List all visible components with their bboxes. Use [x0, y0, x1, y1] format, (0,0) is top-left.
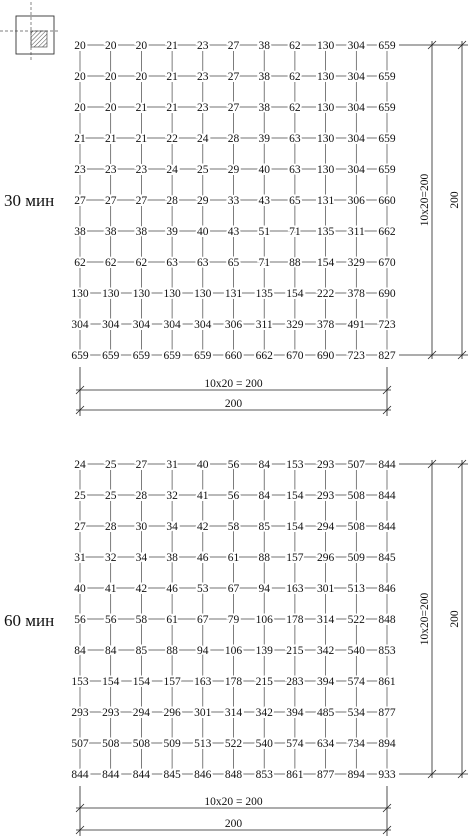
grid-value: 690 [378, 288, 396, 300]
grid-value: 659 [378, 133, 396, 145]
grid-value: 63 [197, 257, 209, 269]
grid-value: 723 [378, 319, 396, 331]
grid-value: 294 [316, 521, 335, 533]
grid-value: 21 [135, 102, 148, 114]
grid-value: 62 [289, 102, 301, 114]
vertical-dimension-outer: 200 [449, 191, 461, 209]
grid-value: 63 [289, 133, 301, 145]
grid-value: 62 [104, 257, 117, 269]
grid-value: 84 [258, 490, 270, 502]
grid-value: 329 [286, 319, 304, 331]
grid-value: 23 [197, 71, 209, 83]
grid-value: 894 [378, 738, 396, 750]
grid-value: 85 [258, 521, 270, 533]
grid-value: 131 [316, 195, 335, 207]
grid-value: 53 [197, 583, 209, 595]
grid-value: 690 [316, 350, 335, 362]
grid-value: 163 [286, 583, 304, 595]
grid-value: 662 [255, 350, 273, 362]
grid-value: 40 [197, 226, 209, 238]
grid-value: 38 [166, 552, 178, 564]
time-label: 30 мин [4, 191, 55, 210]
grid-value: 29 [227, 164, 240, 176]
grid-value: 20 [135, 40, 148, 52]
grid-value: 25 [197, 164, 209, 176]
grid-value: 378 [316, 319, 335, 331]
grid-value: 20 [104, 102, 117, 114]
grid-value: 131 [224, 288, 243, 300]
grid-value: 574 [286, 738, 304, 750]
grid-value: 491 [347, 319, 365, 331]
grid-value: 130 [316, 133, 335, 145]
grid-value: 846 [194, 769, 212, 781]
horizontal-dimension-outer: 200 [224, 818, 243, 830]
grid-value: 58 [227, 521, 240, 533]
grid-value: 723 [347, 350, 365, 362]
grid-value: 304 [347, 102, 365, 114]
grid-value: 311 [255, 319, 273, 331]
grid-value: 130 [316, 164, 335, 176]
grid-value: 157 [286, 552, 304, 564]
grid-value: 534 [347, 707, 365, 719]
grid-value: 40 [74, 583, 86, 595]
grid-value: 27 [104, 195, 117, 207]
grid-value: 58 [135, 614, 148, 626]
grid-value: 304 [163, 319, 181, 331]
vertical-dimension-outer: 200 [449, 610, 461, 628]
cross-section-symbol [0, 2, 60, 60]
grid-value: 21 [166, 40, 178, 52]
grid-value: 130 [316, 102, 335, 114]
grid-value: 342 [316, 645, 335, 657]
grid-value: 27 [227, 40, 240, 52]
grid-value: 20 [104, 40, 117, 52]
grid-value: 304 [132, 319, 151, 331]
grid-value: 23 [197, 40, 209, 52]
grid-value: 38 [104, 226, 117, 238]
grid-value: 157 [163, 676, 181, 688]
grid-value: 38 [258, 71, 270, 83]
grid-value: 42 [135, 583, 148, 595]
panel-30-min [4, 40, 468, 416]
grid-value: 509 [347, 552, 365, 564]
grid-value: 27 [74, 195, 86, 207]
grid-value: 222 [316, 288, 335, 300]
grid-value: 294 [132, 707, 151, 719]
grid-value: 63 [289, 164, 301, 176]
grid-value: 215 [255, 676, 273, 688]
grid-value: 662 [378, 226, 396, 238]
horizontal-dimension-inner: 10x20 = 200 [204, 378, 263, 390]
grid-value: 508 [132, 738, 151, 750]
grid-value: 22 [166, 133, 178, 145]
grid-value: 79 [227, 614, 240, 626]
horizontal-dimension-inner: 10x20 = 200 [204, 796, 263, 808]
grid-value: 540 [255, 738, 273, 750]
grid-value: 670 [378, 257, 396, 269]
grid-value: 314 [316, 614, 335, 626]
panel-60-min [4, 459, 468, 836]
grid-value: 659 [163, 350, 181, 362]
grid-value: 27 [227, 71, 240, 83]
grid-value: 56 [227, 490, 240, 502]
grid-value: 845 [163, 769, 181, 781]
grid-value: 56 [227, 459, 240, 471]
grid-value: 88 [258, 552, 270, 564]
grid-value: 67 [227, 583, 240, 595]
grid-value: 304 [347, 40, 365, 52]
grid-value: 39 [166, 226, 178, 238]
grid-value: 67 [197, 614, 209, 626]
grid-value: 306 [224, 319, 243, 331]
grid-value: 304 [102, 319, 120, 331]
grid-value: 25 [104, 459, 117, 471]
grid-value: 43 [227, 226, 240, 238]
grid-value: 61 [166, 614, 178, 626]
grid-value: 130 [163, 288, 181, 300]
grid-value: 509 [163, 738, 181, 750]
grid-value: 215 [286, 645, 304, 657]
grid-value: 38 [74, 226, 86, 238]
grid-value: 659 [378, 40, 396, 52]
grid-value: 848 [224, 769, 243, 781]
grid-value: 27 [74, 521, 86, 533]
grid-value: 845 [378, 552, 396, 564]
grid-value: 51 [258, 226, 270, 238]
grid-value: 23 [197, 102, 209, 114]
grid-value: 522 [347, 614, 365, 626]
grid-value: 20 [74, 40, 86, 52]
grid-value: 25 [104, 490, 117, 502]
grid-value: 933 [378, 769, 396, 781]
grid-value: 659 [71, 350, 89, 362]
grid-value: 88 [166, 645, 178, 657]
grid-value: 394 [316, 676, 335, 688]
grid-value: 574 [347, 676, 365, 688]
grid-value: 62 [289, 40, 301, 52]
grid-value: 178 [286, 614, 304, 626]
grid-value: 293 [71, 707, 89, 719]
grid-value: 40 [258, 164, 270, 176]
grid-value: 861 [286, 769, 304, 781]
grid-value: 139 [255, 645, 273, 657]
grid-value: 508 [347, 521, 365, 533]
grid-value: 293 [316, 490, 335, 502]
grid-value: 43 [258, 195, 270, 207]
grid-value: 301 [194, 707, 212, 719]
grid-value: 844 [378, 521, 396, 533]
grid-value: 507 [71, 738, 89, 750]
grid-value: 32 [104, 552, 117, 564]
grid-value: 154 [132, 676, 151, 688]
grid-value: 20 [74, 102, 86, 114]
vertical-dimension-inner: 10x20=200 [419, 173, 431, 227]
grid-value: 394 [286, 707, 304, 719]
grid-value: 24 [166, 164, 178, 176]
grid-value: 24 [74, 459, 86, 471]
grid-value: 21 [166, 71, 178, 83]
grid-value: 38 [258, 40, 270, 52]
grid-value: 342 [255, 707, 273, 719]
grid-value: 670 [286, 350, 304, 362]
grid-value: 178 [224, 676, 243, 688]
time-label: 60 мин [4, 611, 55, 630]
grid-value: 507 [347, 459, 365, 471]
grid-value: 63 [166, 257, 178, 269]
grid-value: 27 [227, 102, 240, 114]
grid-value: 329 [347, 257, 365, 269]
grid-value: 56 [74, 614, 86, 626]
grid-value: 153 [71, 676, 89, 688]
grid-value: 827 [378, 350, 396, 362]
grid-value: 88 [289, 257, 301, 269]
grid-value: 62 [135, 257, 148, 269]
grid-value: 306 [347, 195, 365, 207]
grid-value: 21 [166, 102, 178, 114]
grid-value: 106 [224, 645, 243, 657]
grid-value: 846 [378, 583, 396, 595]
grid-value: 46 [166, 583, 178, 595]
grid-value: 56 [104, 614, 117, 626]
grid-value: 32 [166, 490, 178, 502]
grid-value: 31 [166, 459, 178, 471]
grid-value: 41 [197, 490, 209, 502]
grid-value: 65 [289, 195, 301, 207]
grid-value: 28 [104, 521, 117, 533]
grid-value: 33 [227, 195, 240, 207]
grid-value: 135 [255, 288, 273, 300]
grid-value: 844 [378, 490, 396, 502]
grid-value: 130 [316, 71, 335, 83]
grid-value: 61 [227, 552, 240, 564]
grid-value: 34 [166, 521, 178, 533]
grid-value: 734 [347, 738, 365, 750]
grid-value: 153 [286, 459, 304, 471]
grid-value: 853 [378, 645, 396, 657]
grid-value: 513 [194, 738, 212, 750]
grid-value: 130 [194, 288, 212, 300]
grid-value: 304 [347, 71, 365, 83]
grid-value: 106 [255, 614, 273, 626]
grid-value: 84 [258, 459, 270, 471]
grid-value: 301 [316, 583, 335, 595]
grid-value: 38 [258, 102, 270, 114]
grid-value: 660 [224, 350, 243, 362]
grid-value: 848 [378, 614, 396, 626]
grid-value: 283 [286, 676, 304, 688]
grid-value: 39 [258, 133, 270, 145]
grid-value: 62 [74, 257, 86, 269]
grid-value: 154 [316, 257, 335, 269]
grid-value: 485 [316, 707, 335, 719]
grid-value: 41 [104, 583, 117, 595]
grid-value: 304 [347, 164, 365, 176]
grid-value: 34 [135, 552, 148, 564]
grid-value: 853 [255, 769, 273, 781]
grid-value: 154 [286, 521, 304, 533]
grid-value: 659 [102, 350, 120, 362]
grid-value: 65 [227, 257, 240, 269]
grid-value: 20 [104, 71, 117, 83]
grid-value: 130 [132, 288, 151, 300]
grid-value: 877 [378, 707, 396, 719]
grid-value: 659 [194, 350, 212, 362]
grid-value: 844 [71, 769, 89, 781]
grid-value: 877 [316, 769, 335, 781]
vertical-dimension-inner: 10x20=200 [419, 592, 431, 646]
grid-value: 28 [135, 490, 148, 502]
grid-value: 378 [347, 288, 365, 300]
grid-value: 163 [194, 676, 212, 688]
grid-value: 304 [347, 133, 365, 145]
grid-value: 154 [286, 288, 304, 300]
grid-value: 23 [135, 164, 148, 176]
grid-value: 20 [135, 71, 148, 83]
grid-value: 844 [102, 769, 120, 781]
grid-value: 94 [258, 583, 270, 595]
grid-value: 27 [135, 195, 148, 207]
grid-value: 28 [227, 133, 240, 145]
grid-value: 844 [378, 459, 396, 471]
grid-value: 84 [104, 645, 117, 657]
grid-value: 130 [102, 288, 120, 300]
grid-value: 293 [316, 459, 335, 471]
grid-value: 29 [197, 195, 209, 207]
grid-value: 71 [258, 257, 270, 269]
grid-value: 540 [347, 645, 365, 657]
grid-value: 508 [102, 738, 120, 750]
horizontal-dimension-outer: 200 [224, 398, 243, 410]
grid-value: 304 [194, 319, 212, 331]
grid-value: 154 [102, 676, 120, 688]
grid-value: 21 [74, 133, 86, 145]
grid-value: 21 [135, 133, 148, 145]
grid-value: 23 [104, 164, 117, 176]
grid-value: 27 [135, 459, 148, 471]
grid-value: 296 [163, 707, 181, 719]
grid-value: 31 [74, 552, 86, 564]
grid-value: 62 [289, 71, 301, 83]
grid-value: 508 [347, 490, 365, 502]
grid-value: 634 [316, 738, 335, 750]
grid-value: 660 [378, 195, 396, 207]
grid-value: 311 [347, 226, 365, 238]
grid-value: 314 [224, 707, 243, 719]
grid-value: 46 [197, 552, 209, 564]
grid-value: 25 [74, 490, 86, 502]
grid-value: 40 [197, 459, 209, 471]
grid-value: 659 [378, 102, 396, 114]
grid-value: 130 [71, 288, 89, 300]
grid-value: 130 [316, 40, 335, 52]
grid-value: 513 [347, 583, 365, 595]
grid-value: 23 [74, 164, 86, 176]
grid-value: 42 [197, 521, 209, 533]
grid-value: 659 [378, 71, 396, 83]
grid-value: 659 [378, 164, 396, 176]
grid-value: 71 [289, 226, 301, 238]
grid-value: 24 [197, 133, 209, 145]
grid-value: 659 [132, 350, 151, 362]
grid-value: 85 [135, 645, 148, 657]
grid-value: 296 [316, 552, 335, 564]
grid-value: 28 [166, 195, 178, 207]
grid-value: 304 [71, 319, 89, 331]
grid-value: 20 [74, 71, 86, 83]
grid-value: 135 [316, 226, 335, 238]
grid-value: 38 [135, 226, 148, 238]
grid-value: 94 [197, 645, 209, 657]
grid-value: 522 [224, 738, 243, 750]
grid-value: 84 [74, 645, 86, 657]
grid-value: 30 [135, 521, 148, 533]
grid-value: 293 [102, 707, 120, 719]
grid-value: 861 [378, 676, 396, 688]
grid-value: 894 [347, 769, 365, 781]
grid-value: 154 [286, 490, 304, 502]
grid-value: 21 [104, 133, 117, 145]
grid-value: 844 [132, 769, 151, 781]
